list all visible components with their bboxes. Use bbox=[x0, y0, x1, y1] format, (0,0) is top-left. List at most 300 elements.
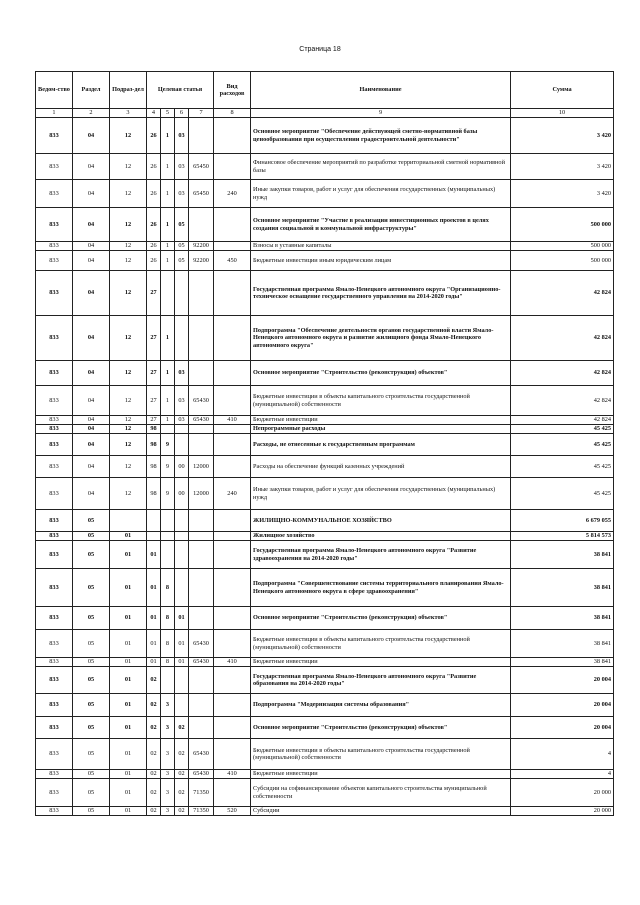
vid-cell: 450 bbox=[214, 251, 251, 271]
target-part1-cell: 26 bbox=[147, 180, 161, 208]
target-part4-cell: 65430 bbox=[189, 739, 214, 770]
target-part4-cell bbox=[189, 607, 214, 630]
sum-cell: 500 000 bbox=[511, 242, 614, 251]
razdel-cell: 04 bbox=[73, 316, 110, 361]
ved-cell: 833 bbox=[36, 717, 73, 739]
podrazdel-cell: 01 bbox=[110, 541, 147, 569]
target-part4-cell bbox=[189, 667, 214, 694]
target-part4-cell: 12000 bbox=[189, 478, 214, 510]
name-cell: Бюджетные инвестиции bbox=[251, 770, 511, 779]
column-number: 7 bbox=[189, 109, 214, 118]
vid-cell bbox=[214, 779, 251, 807]
sum-cell: 38 841 bbox=[511, 541, 614, 569]
podrazdel-cell bbox=[110, 510, 147, 532]
header-name: Наименование bbox=[251, 72, 511, 109]
sum-cell: 38 841 bbox=[511, 607, 614, 630]
target-part1-cell: 26 bbox=[147, 208, 161, 242]
target-part4-cell: 65430 bbox=[189, 416, 214, 425]
name-cell: Государственная программа Ямало-Ненецкого автономного округа "Организационно-техническое оснащение государственного управления на 2014-2020 годы" bbox=[251, 271, 511, 316]
name-cell: Основное мероприятие "Участие в реализации инвестиционных проектов в целях создания социальной и коммунальной инфраструктуры" bbox=[251, 208, 511, 242]
target-part3-cell: 03 bbox=[175, 154, 189, 180]
target-part2-cell: 1 bbox=[161, 386, 175, 416]
razdel-cell: 05 bbox=[73, 569, 110, 607]
razdel-cell: 04 bbox=[73, 456, 110, 478]
column-number-row bbox=[36, 109, 614, 118]
sum-cell: 38 841 bbox=[511, 658, 614, 667]
target-part1-cell: 27 bbox=[147, 386, 161, 416]
target-part2-cell: 3 bbox=[161, 739, 175, 770]
sum-cell: 6 679 055 bbox=[511, 510, 614, 532]
target-part1-cell bbox=[147, 510, 161, 532]
vid-cell bbox=[214, 630, 251, 658]
header-row bbox=[36, 72, 614, 109]
table-row bbox=[36, 251, 614, 271]
podrazdel-cell: 12 bbox=[110, 316, 147, 361]
name-cell: Взносы в уставные капиталы bbox=[251, 242, 511, 251]
table-row bbox=[36, 770, 614, 779]
target-part3-cell: 03 bbox=[175, 416, 189, 425]
target-part4-cell: 12000 bbox=[189, 456, 214, 478]
table-row bbox=[36, 242, 614, 251]
column-number: 8 bbox=[214, 109, 251, 118]
name-cell: Основное мероприятие "Строительство (реконструкция) объектов" bbox=[251, 607, 511, 630]
table-body bbox=[36, 118, 614, 816]
vid-cell bbox=[214, 434, 251, 456]
header-razdel: Раздел bbox=[73, 72, 110, 109]
razdel-cell: 04 bbox=[73, 271, 110, 316]
target-part3-cell: 01 bbox=[175, 658, 189, 667]
target-part4-cell bbox=[189, 541, 214, 569]
target-part3-cell: 01 bbox=[175, 630, 189, 658]
podrazdel-cell: 01 bbox=[110, 658, 147, 667]
target-part1-cell: 02 bbox=[147, 779, 161, 807]
ved-cell: 833 bbox=[36, 386, 73, 416]
podrazdel-cell: 12 bbox=[110, 386, 147, 416]
podrazdel-cell: 12 bbox=[110, 478, 147, 510]
name-cell: Основное мероприятие "Строительство (реконструкция) объектов" bbox=[251, 361, 511, 386]
target-part1-cell: 01 bbox=[147, 607, 161, 630]
table-row bbox=[36, 386, 614, 416]
razdel-cell: 04 bbox=[73, 416, 110, 425]
razdel-cell: 05 bbox=[73, 694, 110, 717]
target-part1-cell: 98 bbox=[147, 425, 161, 434]
table-row bbox=[36, 717, 614, 739]
target-part4-cell: 65430 bbox=[189, 770, 214, 779]
name-cell: Субсидии bbox=[251, 807, 511, 816]
ved-cell: 833 bbox=[36, 667, 73, 694]
target-part2-cell: 1 bbox=[161, 361, 175, 386]
name-cell: Бюджетные инвестиции bbox=[251, 416, 511, 425]
razdel-cell: 04 bbox=[73, 154, 110, 180]
target-part2-cell bbox=[161, 667, 175, 694]
target-part4-cell bbox=[189, 510, 214, 532]
target-part3-cell: 02 bbox=[175, 739, 189, 770]
sum-cell: 20 000 bbox=[511, 779, 614, 807]
table-row bbox=[36, 541, 614, 569]
name-cell: Иные закупки товаров, работ и услуг для обеспечения государственных (муниципальных) нужд bbox=[251, 478, 511, 510]
table-row bbox=[36, 532, 614, 541]
sum-cell: 42 824 bbox=[511, 386, 614, 416]
sum-cell: 45 425 bbox=[511, 425, 614, 434]
target-part4-cell bbox=[189, 316, 214, 361]
name-cell: Расходы, не отнесенные к государственным программам bbox=[251, 434, 511, 456]
name-cell: Подпрограмма "Модернизация системы образования" bbox=[251, 694, 511, 717]
ved-cell: 833 bbox=[36, 739, 73, 770]
table-row bbox=[36, 434, 614, 456]
target-part2-cell: 3 bbox=[161, 770, 175, 779]
target-part4-cell bbox=[189, 425, 214, 434]
target-part2-cell: 9 bbox=[161, 434, 175, 456]
target-part4-cell: 92200 bbox=[189, 242, 214, 251]
target-part2-cell bbox=[161, 532, 175, 541]
target-part1-cell: 27 bbox=[147, 271, 161, 316]
name-cell: Непрограммные расходы bbox=[251, 425, 511, 434]
target-part4-cell: 71350 bbox=[189, 807, 214, 816]
sum-cell: 500 000 bbox=[511, 251, 614, 271]
podrazdel-cell: 01 bbox=[110, 739, 147, 770]
vid-cell bbox=[214, 607, 251, 630]
sum-cell: 45 425 bbox=[511, 434, 614, 456]
target-part2-cell bbox=[161, 510, 175, 532]
vid-cell bbox=[214, 739, 251, 770]
ved-cell: 833 bbox=[36, 251, 73, 271]
podrazdel-cell: 12 bbox=[110, 271, 147, 316]
sum-cell: 38 841 bbox=[511, 630, 614, 658]
target-part1-cell: 01 bbox=[147, 569, 161, 607]
name-cell: Государственная программа Ямало-Ненецкого автономного округа "Развитие образования на 2014-2020 годы" bbox=[251, 667, 511, 694]
table-row bbox=[36, 694, 614, 717]
name-cell: Основное мероприятие "Обеспечение действующей сметно-нормативной базы ценообразования при осуществлении градостроительной деятельности" bbox=[251, 118, 511, 154]
razdel-cell: 04 bbox=[73, 425, 110, 434]
name-cell: Бюджетные инвестиции в объекты капитального строительства государственной (муниципальной) собственности bbox=[251, 739, 511, 770]
target-part3-cell bbox=[175, 667, 189, 694]
target-part3-cell bbox=[175, 425, 189, 434]
name-cell: Подпрограмма "Совершенствование системы территориального планирования Ямало-Ненецкого автономного округа в сфере здравоохранения" bbox=[251, 569, 511, 607]
target-part4-cell bbox=[189, 717, 214, 739]
vid-cell bbox=[214, 386, 251, 416]
vid-cell: 240 bbox=[214, 180, 251, 208]
vid-cell bbox=[214, 541, 251, 569]
podrazdel-cell: 01 bbox=[110, 770, 147, 779]
razdel-cell: 05 bbox=[73, 510, 110, 532]
vid-cell bbox=[214, 425, 251, 434]
target-part1-cell: 02 bbox=[147, 667, 161, 694]
ved-cell: 833 bbox=[36, 154, 73, 180]
target-part3-cell: 03 bbox=[175, 361, 189, 386]
target-part1-cell: 26 bbox=[147, 251, 161, 271]
table-row bbox=[36, 510, 614, 532]
ved-cell: 833 bbox=[36, 779, 73, 807]
razdel-cell: 04 bbox=[73, 386, 110, 416]
target-part3-cell bbox=[175, 510, 189, 532]
razdel-cell: 05 bbox=[73, 779, 110, 807]
razdel-cell: 05 bbox=[73, 658, 110, 667]
header-target: Целевая статья bbox=[147, 72, 214, 109]
table-row bbox=[36, 607, 614, 630]
target-part1-cell: 27 bbox=[147, 316, 161, 361]
target-part2-cell: 8 bbox=[161, 607, 175, 630]
target-part1-cell: 26 bbox=[147, 118, 161, 154]
vid-cell: 410 bbox=[214, 770, 251, 779]
table-row bbox=[36, 658, 614, 667]
table-row bbox=[36, 208, 614, 242]
name-cell: Расходы на обеспечение функций казенных учреждений bbox=[251, 456, 511, 478]
vid-cell bbox=[214, 694, 251, 717]
vid-cell bbox=[214, 118, 251, 154]
name-cell: Основное мероприятие "Строительство (реконструкция) объектов" bbox=[251, 717, 511, 739]
sum-cell: 45 425 bbox=[511, 478, 614, 510]
vid-cell: 520 bbox=[214, 807, 251, 816]
target-part3-cell: 01 bbox=[175, 607, 189, 630]
header-vid: Вид расходов bbox=[214, 72, 251, 109]
table-row bbox=[36, 425, 614, 434]
ved-cell: 833 bbox=[36, 510, 73, 532]
name-cell: Субсидии на софинансирование объектов капитального строительства муниципальной собственности bbox=[251, 779, 511, 807]
column-number: 3 bbox=[110, 109, 147, 118]
target-part2-cell: 3 bbox=[161, 717, 175, 739]
target-part1-cell: 02 bbox=[147, 807, 161, 816]
target-part3-cell bbox=[175, 532, 189, 541]
table-row bbox=[36, 271, 614, 316]
ved-cell: 833 bbox=[36, 316, 73, 361]
target-part1-cell: 01 bbox=[147, 541, 161, 569]
target-part3-cell bbox=[175, 316, 189, 361]
page-label: Страница 18 bbox=[299, 46, 341, 53]
ved-cell: 833 bbox=[36, 532, 73, 541]
sum-cell: 38 841 bbox=[511, 569, 614, 607]
target-part4-cell bbox=[189, 118, 214, 154]
podrazdel-cell: 01 bbox=[110, 607, 147, 630]
target-part1-cell: 27 bbox=[147, 361, 161, 386]
target-part3-cell: 00 bbox=[175, 456, 189, 478]
target-part1-cell: 27 bbox=[147, 416, 161, 425]
ved-cell: 833 bbox=[36, 361, 73, 386]
target-part1-cell: 98 bbox=[147, 456, 161, 478]
table-row bbox=[36, 361, 614, 386]
podrazdel-cell: 12 bbox=[110, 456, 147, 478]
podrazdel-cell: 01 bbox=[110, 630, 147, 658]
vid-cell bbox=[214, 154, 251, 180]
target-part1-cell: 02 bbox=[147, 770, 161, 779]
target-part4-cell: 65450 bbox=[189, 180, 214, 208]
podrazdel-cell: 01 bbox=[110, 779, 147, 807]
sum-cell: 3 420 bbox=[511, 118, 614, 154]
vid-cell bbox=[214, 717, 251, 739]
podrazdel-cell: 12 bbox=[110, 416, 147, 425]
sum-cell: 42 824 bbox=[511, 316, 614, 361]
header-podrazdel: Подраз-дел bbox=[110, 72, 147, 109]
sum-cell: 3 420 bbox=[511, 154, 614, 180]
target-part2-cell: 3 bbox=[161, 779, 175, 807]
table-row bbox=[36, 807, 614, 816]
target-part2-cell: 1 bbox=[161, 154, 175, 180]
ved-cell: 833 bbox=[36, 630, 73, 658]
target-part4-cell bbox=[189, 569, 214, 607]
target-part3-cell bbox=[175, 271, 189, 316]
ved-cell: 833 bbox=[36, 607, 73, 630]
target-part2-cell: 1 bbox=[161, 180, 175, 208]
vid-cell bbox=[214, 208, 251, 242]
target-part3-cell: 00 bbox=[175, 478, 189, 510]
target-part3-cell: 02 bbox=[175, 807, 189, 816]
target-part2-cell: 1 bbox=[161, 316, 175, 361]
podrazdel-cell: 12 bbox=[110, 154, 147, 180]
sum-cell: 42 824 bbox=[511, 361, 614, 386]
razdel-cell: 04 bbox=[73, 180, 110, 208]
podrazdel-cell: 12 bbox=[110, 208, 147, 242]
sum-cell: 4 bbox=[511, 770, 614, 779]
sum-cell: 42 824 bbox=[511, 271, 614, 316]
target-part1-cell: 02 bbox=[147, 739, 161, 770]
razdel-cell: 05 bbox=[73, 807, 110, 816]
podrazdel-cell: 01 bbox=[110, 717, 147, 739]
target-part4-cell: 65430 bbox=[189, 630, 214, 658]
target-part4-cell: 65430 bbox=[189, 658, 214, 667]
razdel-cell: 05 bbox=[73, 541, 110, 569]
header-sum: Сумма bbox=[511, 72, 614, 109]
podrazdel-cell: 12 bbox=[110, 251, 147, 271]
razdel-cell: 05 bbox=[73, 667, 110, 694]
target-part4-cell: 65450 bbox=[189, 154, 214, 180]
target-part3-cell: 03 bbox=[175, 386, 189, 416]
podrazdel-cell: 12 bbox=[110, 118, 147, 154]
vid-cell: 410 bbox=[214, 658, 251, 667]
razdel-cell: 05 bbox=[73, 717, 110, 739]
column-number: 5 bbox=[161, 109, 175, 118]
ved-cell: 833 bbox=[36, 242, 73, 251]
table-row bbox=[36, 739, 614, 770]
vid-cell: 240 bbox=[214, 478, 251, 510]
razdel-cell: 05 bbox=[73, 739, 110, 770]
razdel-cell: 04 bbox=[73, 361, 110, 386]
target-part4-cell: 92200 bbox=[189, 251, 214, 271]
table-row bbox=[36, 456, 614, 478]
sum-cell: 500 000 bbox=[511, 208, 614, 242]
ved-cell: 833 bbox=[36, 434, 73, 456]
ved-cell: 833 bbox=[36, 770, 73, 779]
name-cell: Иные закупки товаров, работ и услуг для обеспечения государственных (муниципальных) нужд bbox=[251, 180, 511, 208]
vid-cell bbox=[214, 361, 251, 386]
table-row bbox=[36, 416, 614, 425]
target-part4-cell bbox=[189, 694, 214, 717]
razdel-cell: 05 bbox=[73, 630, 110, 658]
ved-cell: 833 bbox=[36, 208, 73, 242]
target-part2-cell: 1 bbox=[161, 118, 175, 154]
podrazdel-cell: 12 bbox=[110, 425, 147, 434]
target-part4-cell: 65430 bbox=[189, 386, 214, 416]
ved-cell: 833 bbox=[36, 807, 73, 816]
vid-cell bbox=[214, 456, 251, 478]
name-cell: Бюджетные инвестиции в объекты капитального строительства государственной (муниципальной) собственности bbox=[251, 386, 511, 416]
ved-cell: 833 bbox=[36, 658, 73, 667]
target-part2-cell: 1 bbox=[161, 242, 175, 251]
target-part1-cell: 98 bbox=[147, 434, 161, 456]
ved-cell: 833 bbox=[36, 271, 73, 316]
razdel-cell: 04 bbox=[73, 242, 110, 251]
sum-cell: 20 004 bbox=[511, 667, 614, 694]
ved-cell: 833 bbox=[36, 478, 73, 510]
target-part3-cell: 03 bbox=[175, 180, 189, 208]
target-part2-cell: 3 bbox=[161, 694, 175, 717]
podrazdel-cell: 12 bbox=[110, 434, 147, 456]
name-cell: Бюджетные инвестиции в объекты капитального строительства государственной (муниципальной) собственности bbox=[251, 630, 511, 658]
name-cell: Бюджетные инвестиции bbox=[251, 658, 511, 667]
target-part3-cell: 05 bbox=[175, 208, 189, 242]
sum-cell: 20 004 bbox=[511, 694, 614, 717]
target-part2-cell: 8 bbox=[161, 658, 175, 667]
podrazdel-cell: 01 bbox=[110, 532, 147, 541]
name-cell: Бюджетные инвестиции иным юридическим лицам bbox=[251, 251, 511, 271]
podrazdel-cell: 01 bbox=[110, 694, 147, 717]
razdel-cell: 05 bbox=[73, 607, 110, 630]
target-part2-cell bbox=[161, 271, 175, 316]
target-part1-cell: 01 bbox=[147, 630, 161, 658]
sum-cell: 4 bbox=[511, 739, 614, 770]
name-cell: ЖИЛИЩНО-КОММУНАЛЬНОЕ ХОЗЯЙСТВО bbox=[251, 510, 511, 532]
podrazdel-cell: 01 bbox=[110, 807, 147, 816]
target-part3-cell: 02 bbox=[175, 717, 189, 739]
budget-table bbox=[35, 71, 614, 816]
column-number: 4 bbox=[147, 109, 161, 118]
name-cell: Государственная программа Ямало-Ненецкого автономного округа "Развитие здравоохранения на 2014-2020 годы" bbox=[251, 541, 511, 569]
sum-cell: 42 824 bbox=[511, 416, 614, 425]
target-part1-cell: 02 bbox=[147, 694, 161, 717]
table-row bbox=[36, 569, 614, 607]
table-row bbox=[36, 118, 614, 154]
ved-cell: 833 bbox=[36, 118, 73, 154]
target-part2-cell: 1 bbox=[161, 251, 175, 271]
target-part3-cell bbox=[175, 434, 189, 456]
vid-cell bbox=[214, 271, 251, 316]
column-number: 6 bbox=[175, 109, 189, 118]
name-cell: Жилищное хозяйство bbox=[251, 532, 511, 541]
target-part2-cell: 8 bbox=[161, 630, 175, 658]
target-part4-cell bbox=[189, 434, 214, 456]
target-part1-cell: 98 bbox=[147, 478, 161, 510]
vid-cell bbox=[214, 667, 251, 694]
target-part3-cell bbox=[175, 694, 189, 717]
column-number: 1 bbox=[36, 109, 73, 118]
target-part2-cell: 8 bbox=[161, 569, 175, 607]
table-row bbox=[36, 630, 614, 658]
sum-cell: 20 000 bbox=[511, 807, 614, 816]
ved-cell: 833 bbox=[36, 180, 73, 208]
vid-cell bbox=[214, 510, 251, 532]
target-part4-cell bbox=[189, 271, 214, 316]
target-part4-cell bbox=[189, 532, 214, 541]
column-number: 2 bbox=[73, 109, 110, 118]
razdel-cell: 05 bbox=[73, 532, 110, 541]
podrazdel-cell: 12 bbox=[110, 361, 147, 386]
target-part4-cell bbox=[189, 208, 214, 242]
ved-cell: 833 bbox=[36, 694, 73, 717]
target-part2-cell: 1 bbox=[161, 208, 175, 242]
vid-cell bbox=[214, 242, 251, 251]
vid-cell bbox=[214, 532, 251, 541]
target-part2-cell bbox=[161, 541, 175, 569]
podrazdel-cell: 01 bbox=[110, 667, 147, 694]
table-row bbox=[36, 667, 614, 694]
sum-cell: 20 004 bbox=[511, 717, 614, 739]
target-part3-cell: 05 bbox=[175, 251, 189, 271]
target-part2-cell: 3 bbox=[161, 807, 175, 816]
target-part4-cell bbox=[189, 361, 214, 386]
target-part1-cell bbox=[147, 532, 161, 541]
target-part1-cell: 01 bbox=[147, 658, 161, 667]
razdel-cell: 04 bbox=[73, 434, 110, 456]
table-row bbox=[36, 154, 614, 180]
header-ved: Ведом-ство bbox=[36, 72, 73, 109]
